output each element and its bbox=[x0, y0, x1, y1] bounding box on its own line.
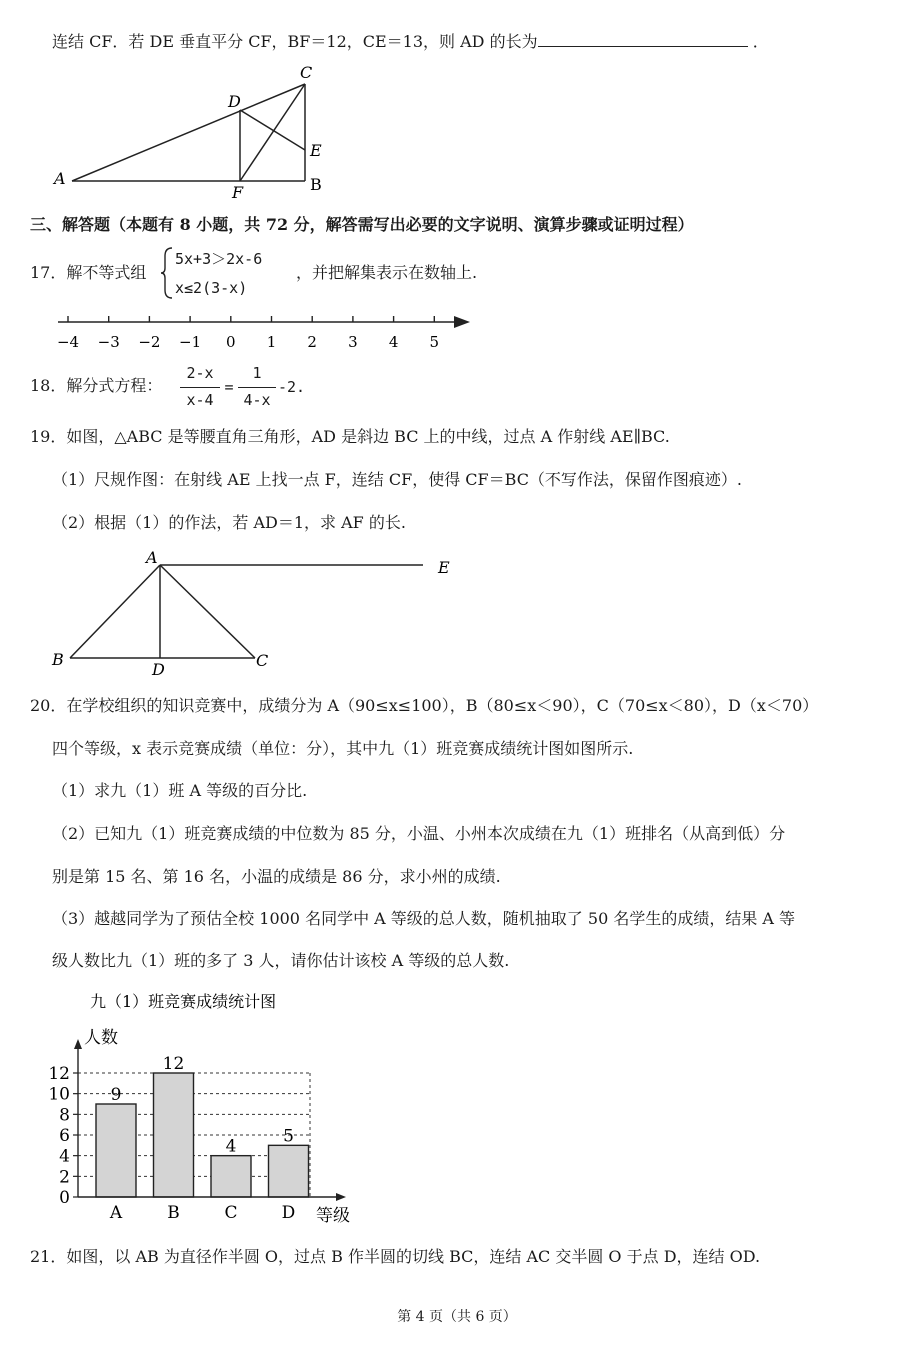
q16-end: ． bbox=[752, 32, 769, 51]
number-line-label: −1 bbox=[179, 333, 202, 351]
system-brace bbox=[160, 246, 174, 300]
y-tick-label: 6 bbox=[59, 1126, 70, 1146]
y-tick-label: 2 bbox=[59, 1167, 70, 1188]
q18-tail: -2. bbox=[278, 378, 306, 396]
q19-part1: （1）尺规作图：在射线 AE 上找一点 F，连结 CF，使得 CF＝BC（不写作法，保留作图痕迹）. bbox=[52, 470, 743, 489]
q19-stem: 19．如图，△ABC 是等腰直角三角形，AD 是斜边 BC 上的中线，过点 A 作射线 AE∥BC. bbox=[30, 427, 670, 446]
x-axis-label: 等级 bbox=[316, 1206, 350, 1226]
number-line-label: 2 bbox=[307, 333, 317, 351]
q20-part3-a: （3）越越同学为了预估全校 1000 名同学中 A 等级的总人数，随机抽取了 50 名学生的成绩，结果 A 等 bbox=[52, 909, 796, 928]
label-D: D bbox=[152, 660, 165, 679]
label-E: E bbox=[310, 141, 322, 160]
number-line bbox=[50, 310, 480, 355]
number-line-arrow bbox=[454, 316, 470, 328]
q18-denominator-2: 4-x bbox=[243, 391, 271, 409]
section-title: 三、解答题（本题有 8 小题，共 72 分，解答需写出必要的文字说明、演算步骤或证明过程） bbox=[30, 215, 694, 234]
bar-value-label: 5 bbox=[283, 1126, 294, 1147]
number-line-label: 1 bbox=[266, 333, 277, 351]
q20-part2-b: 别是第 15 名、第 16 名，小温的成绩是 86 分，求小州的成绩. bbox=[52, 867, 501, 886]
label-F: F bbox=[232, 183, 244, 202]
bar-A bbox=[96, 1104, 136, 1197]
q20-part1: （1）求九（1）班 A 等级的百分比. bbox=[52, 781, 308, 800]
number-line-label: 5 bbox=[429, 333, 440, 351]
bar-value-label: 12 bbox=[162, 1054, 185, 1074]
label-C: C bbox=[256, 651, 269, 670]
q17-lead: 17．解不等式组 bbox=[30, 263, 147, 282]
q18-fraction-bar-2 bbox=[238, 387, 276, 388]
y-tick-label: 8 bbox=[59, 1105, 70, 1126]
q17-tail: ，并把解集表示在数轴上. bbox=[296, 263, 478, 282]
label-E: E bbox=[438, 558, 450, 577]
q17-eq2: x≤2(3-x) bbox=[175, 279, 248, 297]
label-D: D bbox=[228, 92, 241, 111]
x-axis-arrow bbox=[336, 1193, 346, 1201]
bar-D bbox=[269, 1145, 309, 1197]
q20-stem-1: 20．在学校组织的知识竞赛中，成绩分为 A（90≤x≤100），B（80≤x＜90），C（70≤x＜80），D（x＜70） bbox=[30, 696, 819, 715]
label-A: A bbox=[54, 169, 66, 188]
q16-statement: 连结 CF．若 DE 垂直平分 CF，BF＝12，CE＝13，则 AD 的长为 bbox=[52, 32, 538, 51]
bar-value-label: 9 bbox=[110, 1085, 122, 1105]
y-tick-label: 12 bbox=[48, 1064, 70, 1084]
bar-B bbox=[154, 1073, 194, 1197]
y-axis-arrow bbox=[74, 1039, 82, 1049]
x-tick-label: C bbox=[224, 1203, 238, 1223]
x-tick-label: B bbox=[167, 1203, 180, 1223]
label-B: B bbox=[52, 650, 64, 669]
q18-equals: = bbox=[224, 378, 234, 396]
number-line-label: 0 bbox=[226, 333, 236, 351]
number-line-label: −3 bbox=[97, 333, 120, 351]
y-tick-label: 10 bbox=[48, 1084, 70, 1105]
q18-numerator-2: 1 bbox=[252, 364, 262, 382]
x-tick-label: A bbox=[109, 1203, 123, 1223]
q20-part2-a: （2）已知九（1）班竞赛成绩的中位数为 85 分，小温、小州本次成绩在九（1）班排名（从高到低）分 bbox=[52, 824, 786, 843]
q18-denominator-1: x-4 bbox=[186, 391, 214, 409]
label-B: B bbox=[310, 175, 322, 194]
chart-title: 九（1）班竞赛成绩统计图 bbox=[90, 992, 277, 1011]
bar-C bbox=[211, 1156, 251, 1197]
q20-part3-b: 级人数比九（1）班的多了 3 人，请你估计该校 A 等级的总人数. bbox=[52, 951, 510, 970]
label-A: A bbox=[146, 548, 158, 567]
number-line-label: 4 bbox=[388, 333, 399, 351]
q18-fraction-bar-1 bbox=[180, 387, 220, 388]
q16-figure bbox=[50, 60, 350, 200]
bar-value-label: 4 bbox=[225, 1136, 237, 1157]
y-axis-label: 人数 bbox=[84, 1028, 118, 1048]
q19-figure bbox=[50, 545, 470, 679]
q21-stem: 21．如图，以 AB 为直径作半圆 O，过点 B 作半圆的切线 BC，连结 AC 交半圆 O 于点 D，连结 OD. bbox=[30, 1247, 761, 1266]
chart-bars bbox=[96, 1054, 309, 1197]
q19-part2: （2）根据（1）的作法，若 AD＝1，求 AF 的长. bbox=[52, 513, 406, 532]
bar-chart bbox=[40, 985, 370, 1225]
q16-text bbox=[52, 30, 769, 53]
q20-stem-2: 四个等级，x 表示竞赛成绩（单位：分），其中九（1）班竞赛成绩统计图如图所示. bbox=[52, 739, 634, 758]
number-line-label: 3 bbox=[348, 333, 358, 351]
page-footer: 第 4 页（共 6 页） bbox=[397, 1309, 517, 1325]
number-line-label: −4 bbox=[56, 333, 80, 351]
number-line-label: −2 bbox=[138, 333, 161, 351]
x-tick-label: D bbox=[281, 1203, 296, 1223]
label-C: C bbox=[300, 63, 313, 82]
q18-lead: 18．解分式方程： bbox=[30, 376, 163, 395]
y-tick-label: 4 bbox=[59, 1146, 70, 1167]
y-tick-label: 0 bbox=[59, 1188, 70, 1208]
answer-blank[interactable] bbox=[538, 30, 748, 47]
q18-numerator-1: 2-x bbox=[186, 364, 214, 382]
q17-eq1: 5x+3＞2x-6 bbox=[175, 250, 263, 268]
